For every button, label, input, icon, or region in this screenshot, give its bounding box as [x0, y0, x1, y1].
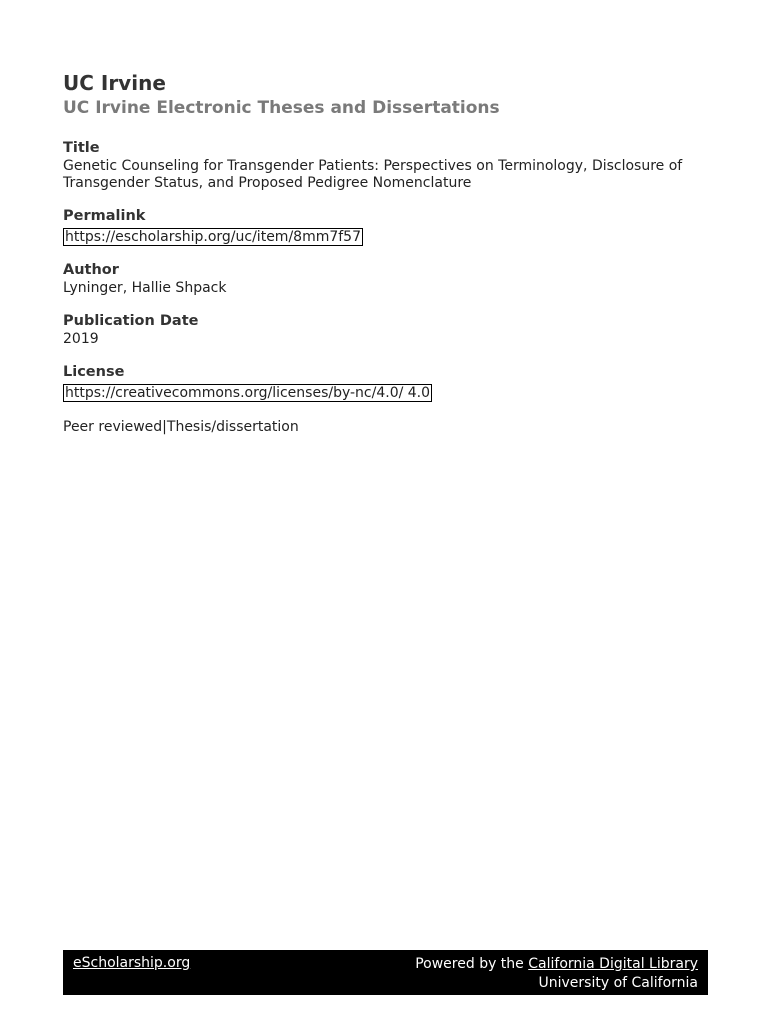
author-section — [63, 260, 708, 297]
footer-credits — [415, 955, 698, 993]
publication-date-label: Publication Date — [63, 313, 199, 329]
cdl-link[interactable]: California Digital Library — [528, 956, 698, 972]
university-name: University of California — [538, 975, 698, 991]
license-label: License — [63, 364, 125, 380]
title-line-1: Genetic Counseling for Transgender Patients: Perspectives on Terminology, Disclosure of — [63, 158, 683, 174]
title-line-2: Transgender Status, and Proposed Pedigree Nomenclature — [63, 175, 472, 191]
escholarship-link[interactable]: eScholarship.org — [73, 955, 191, 971]
series-title: UC Irvine Electronic Theses and Dissertations — [63, 98, 500, 118]
permalink-label: Permalink — [63, 208, 146, 224]
campus-name: UC Irvine — [63, 71, 166, 95]
powered-by-line — [415, 955, 698, 974]
license-link[interactable]: https://creativecommons.org/licenses/by-nc/4.0/ 4.0 — [65, 385, 431, 401]
author-value: Lyninger, Hallie Shpack — [63, 280, 227, 296]
publication-date-section — [63, 311, 708, 348]
permalink-link[interactable]: https://escholarship.org/uc/item/8mm7f57 — [65, 229, 361, 245]
title-section — [63, 138, 708, 192]
publication-date-value: 2019 — [63, 331, 99, 347]
license-section — [63, 362, 708, 402]
permalink-section — [63, 206, 708, 246]
title-label: Title — [63, 140, 100, 156]
author-label: Author — [63, 262, 119, 278]
footer-bar — [63, 950, 708, 995]
record-metadata — [63, 70, 708, 450]
peer-review-status: Peer reviewed|Thesis/dissertation — [63, 419, 299, 435]
powered-by-text: Powered by the — [415, 956, 529, 972]
